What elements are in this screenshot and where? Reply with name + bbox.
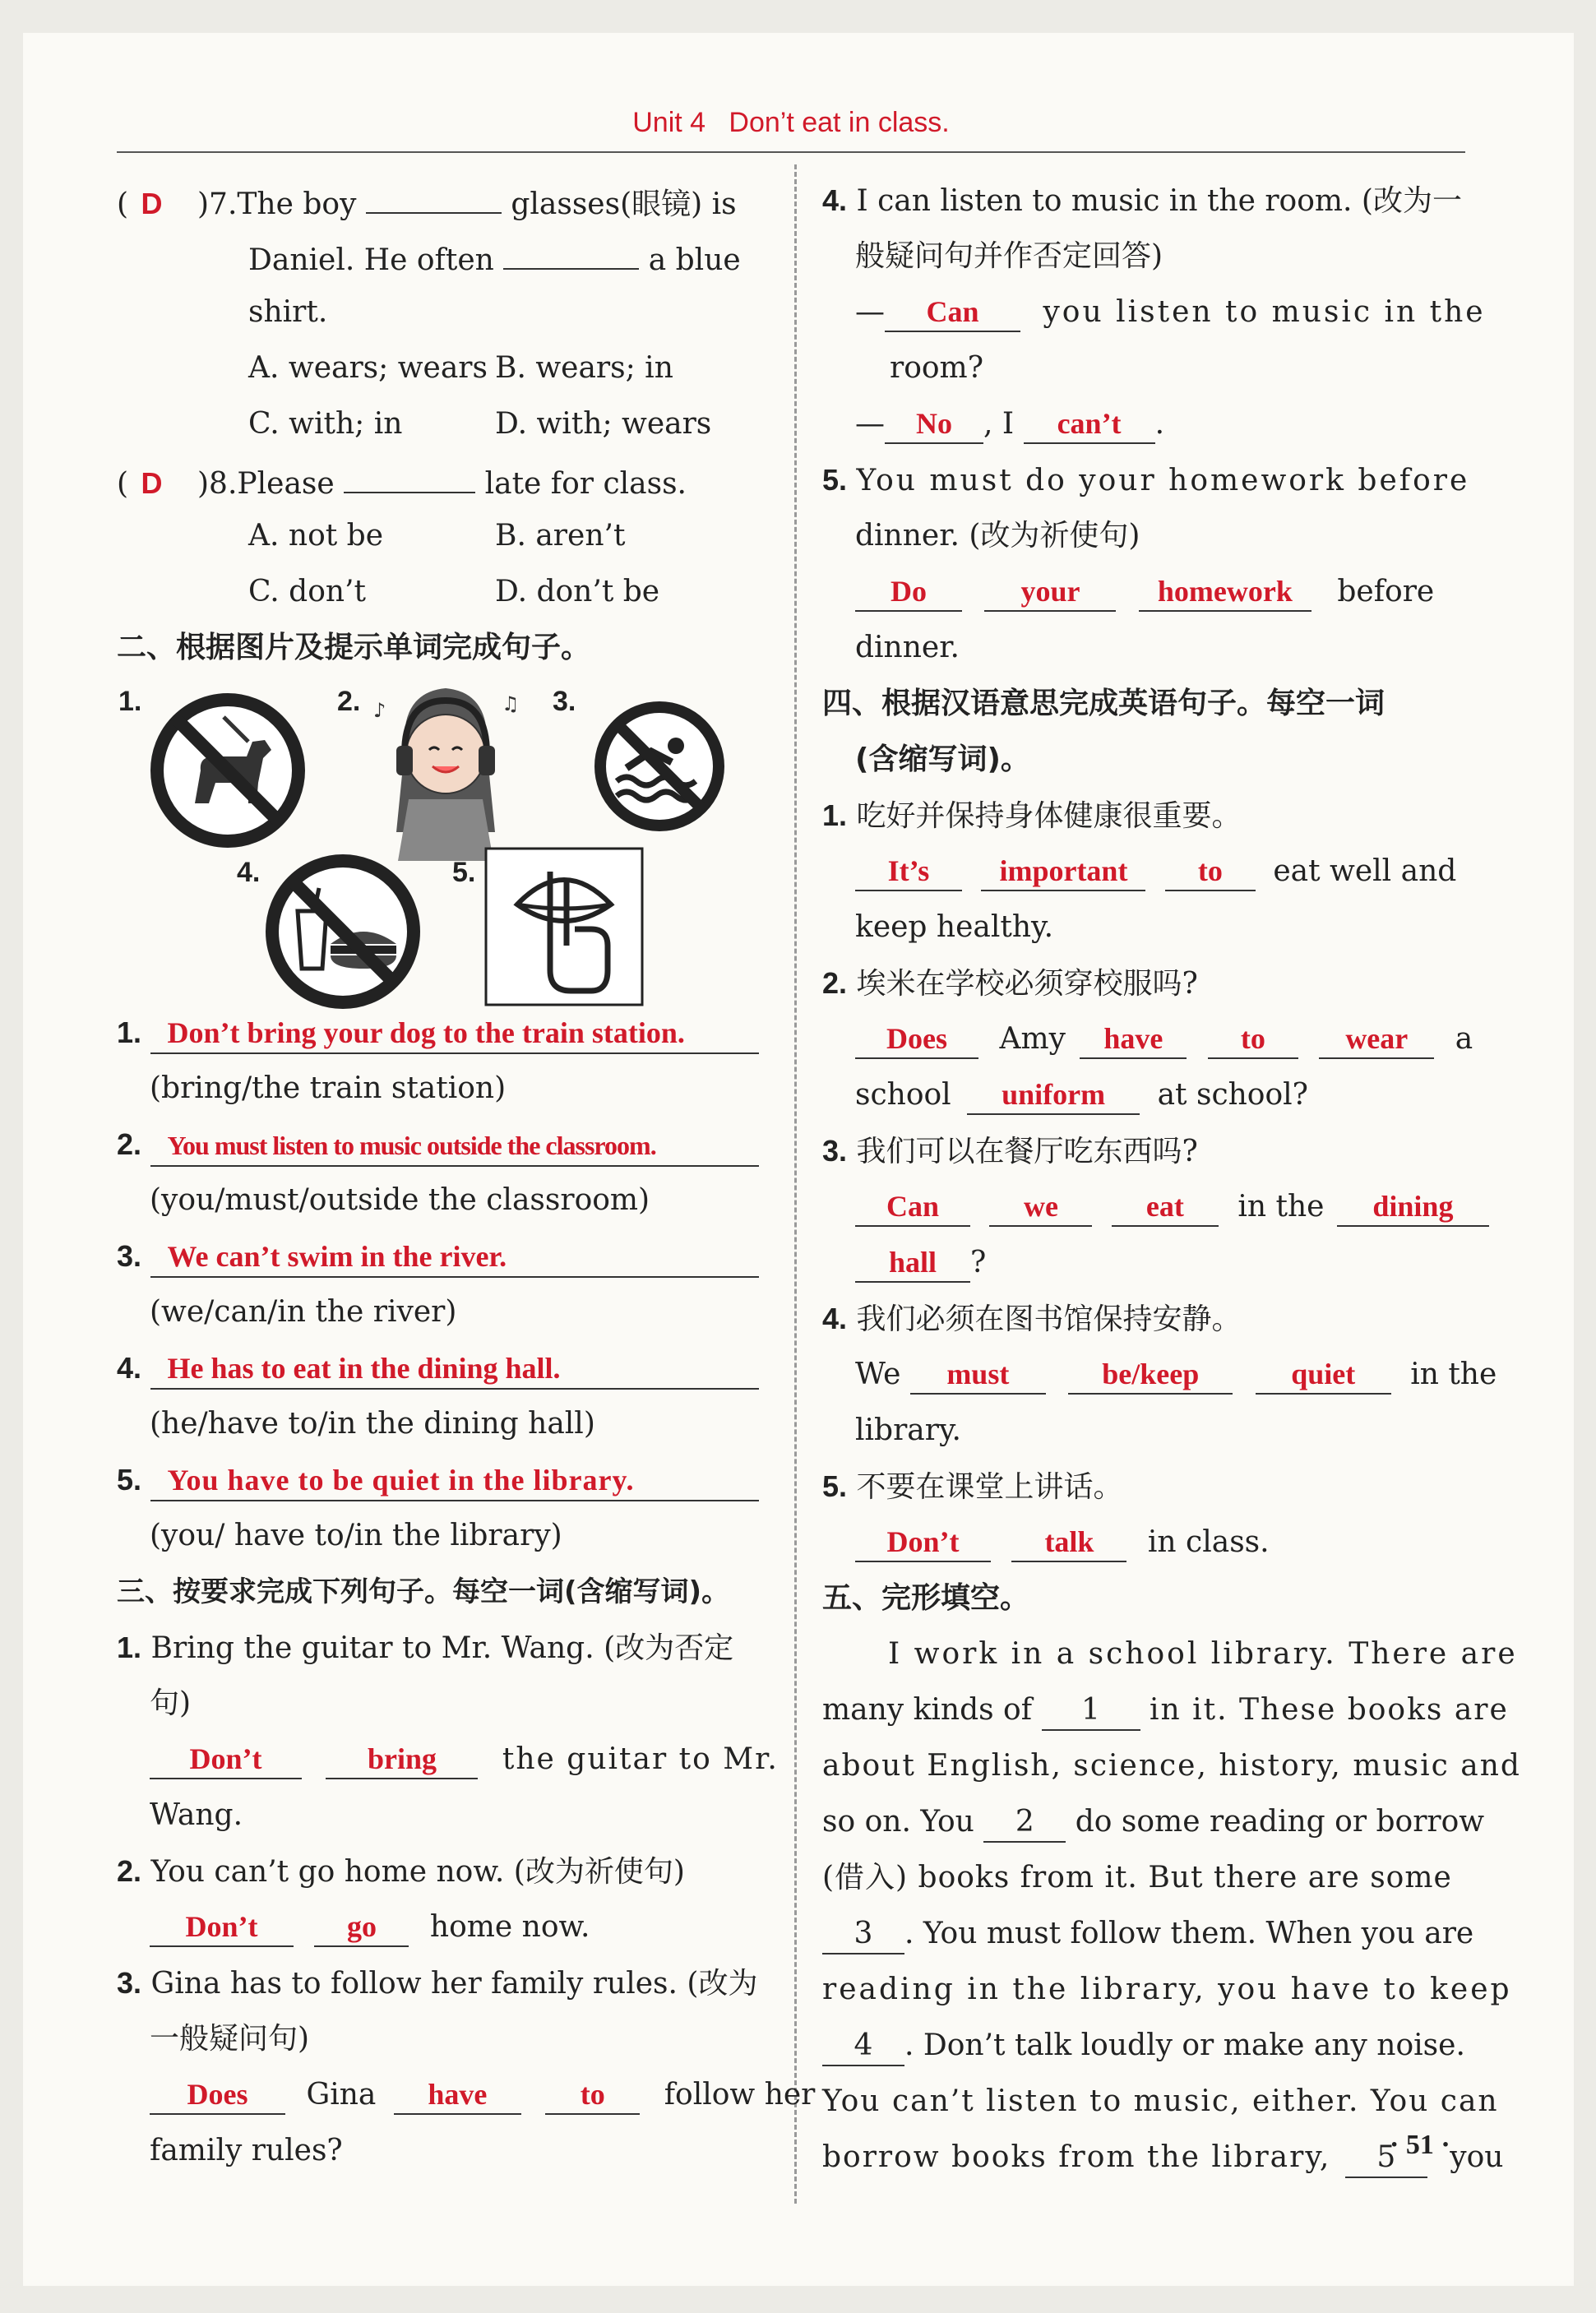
s4-q1-rest2: keep healthy.: [855, 910, 1054, 944]
q7-line3: [117, 284, 766, 340]
q7-text5: shirt.: [248, 295, 328, 329]
s3-q2-blank1: Don’t: [150, 1906, 294, 1947]
s3-q4-comma: , I: [983, 407, 1015, 441]
s4-q3-cn: 我们可以在餐厅吃东西吗?: [856, 1135, 1198, 1168]
q7-text3: Daniel. He often: [248, 243, 494, 277]
cloze-l8: . Don’t talk loudly or make any noise.: [904, 2029, 1465, 2062]
s2-item5-answer: You have to be quiet in the library.: [150, 1459, 759, 1501]
s3-q5-text2: dinner. (改为祈使句): [855, 519, 1140, 553]
s3-q4-dash2: —: [855, 407, 885, 441]
cloze-blank5: 5: [1345, 2137, 1427, 2178]
s3-q4-text2: 般疑问句并作否定回答): [855, 239, 1163, 273]
section2-pictures: [117, 676, 766, 1005]
girl-headphones-icon: [363, 676, 528, 865]
q7-option-d: D. with; wears: [495, 407, 712, 441]
s4-q2-blank4: wear: [1319, 1018, 1434, 1059]
s4-q5-num: 5.: [822, 1469, 848, 1503]
s3-q4-answer-line2: [822, 396, 1465, 452]
pic-label-4: 4.: [237, 857, 261, 888]
s3-q4-period: .: [1154, 407, 1165, 441]
s4-q4-num: 4.: [822, 1302, 848, 1335]
s2-item3-answer: We can’t swim in the river.: [150, 1235, 759, 1278]
s3-q1-text2: 句): [150, 1686, 192, 1720]
s3-q2-blank2: go: [314, 1906, 409, 1947]
cloze-l10a: borrow books from the library,: [822, 2140, 1331, 2174]
s4-q2-blank1: Does: [855, 1018, 978, 1059]
q7-option-b: B. wears; in: [495, 351, 673, 385]
cloze-line5: (借入) books from it. But there are some: [822, 1861, 1452, 1894]
s4-q4-rest2: library.: [855, 1413, 961, 1447]
no-dogs-sign-icon: [150, 692, 306, 849]
cloze-l10b: you: [1450, 2140, 1504, 2174]
s4-q5-cn: 不要在课堂上讲话。: [856, 1470, 1123, 1504]
s4-q1-cn: 吃好并保持身体健康很重要。: [856, 799, 1242, 833]
s3-q4-blank2: No: [885, 403, 983, 444]
svg-text:♫: ♫: [502, 692, 520, 715]
s3-q1-blank2: bring: [326, 1738, 478, 1779]
cloze-line2: [822, 1682, 1509, 1738]
page-number: · 51 ·: [1390, 2130, 1450, 2160]
s4-q4-answer-line: [822, 1347, 1497, 1403]
s4-q2-blank2: have: [1080, 1018, 1187, 1059]
s4-q3-blank1: Can: [855, 1186, 970, 1227]
q7-options-ab: [117, 340, 766, 396]
cloze-l4a: so on. You: [822, 1805, 974, 1839]
s3-q5-blank1: Do: [855, 571, 962, 612]
s4-q4-blank2: be/keep: [1068, 1353, 1233, 1395]
s3-q2-num: 2.: [117, 1854, 142, 1888]
s4-q1-answer-line: [822, 844, 1465, 900]
q7-text2: glasses(眼镜) is: [511, 187, 737, 221]
svg-text:♪: ♪: [373, 699, 386, 722]
cloze-blank3: 3: [822, 1913, 904, 1954]
header-title: Don’t eat in class.: [729, 107, 950, 138]
q8-option-b: B. aren’t: [495, 519, 626, 553]
s3-q4-blank3: can’t: [1024, 403, 1155, 444]
s4-q1-blank3: to: [1165, 850, 1256, 891]
s2-item5-hint: (you/ have to/in the library): [150, 1519, 562, 1552]
s4-q2-mid: Amy: [999, 1022, 1066, 1056]
s3-q3-answer-line: [117, 2067, 816, 2123]
q8-line1: [117, 452, 766, 508]
section3-title: 三、按要求完成下列句子。每空一词(含缩写词)。: [117, 1575, 730, 1608]
cloze-l2b: in it. These books are: [1149, 1693, 1509, 1727]
s3-q3-rest2: family rules?: [150, 2134, 343, 2167]
q7-text4: a blue: [648, 243, 741, 277]
cloze-l6: . You must follow them. When you are: [904, 1917, 1474, 1950]
q8-blank: [344, 452, 475, 493]
running-header: [117, 107, 1465, 139]
s2-item4-hint: (he/have to/in the dining hall): [150, 1407, 595, 1441]
s3-q1-blank1: Don’t: [150, 1738, 302, 1779]
s4-q2-cn: 埃米在学校必须穿校服吗?: [856, 967, 1198, 1001]
q8-text2: late for class.: [484, 467, 687, 501]
pic-label-2: 2.: [337, 686, 361, 717]
s4-q1-line1: [822, 788, 1465, 844]
s2-item3-num: 3.: [117, 1239, 142, 1273]
s3-q3-text: Gina has to follow her family rules. (改为: [150, 1967, 758, 2001]
q7-paren: ( D: [117, 187, 164, 221]
s2-item4-answer: He has to eat in the dining hall.: [150, 1347, 759, 1390]
s4-q2-answer-line1: [822, 1011, 1473, 1067]
q7-blank2: [503, 229, 639, 270]
q8-option-c: C. don’t: [248, 575, 366, 608]
s2-item5-num: 5.: [117, 1463, 142, 1497]
s3-q2-line1: [117, 1843, 766, 1899]
s4-q4-line1: [822, 1291, 1465, 1347]
cloze-line9: You can’t listen to music, either. You can: [822, 2084, 1499, 2118]
pic-label-3: 3.: [553, 686, 576, 717]
s4-q5-blank1: Don’t: [855, 1521, 991, 1562]
s3-q4-blank1: Can: [885, 291, 1020, 332]
s3-q4-rest2: room?: [890, 351, 983, 385]
s3-q4-dash1: —: [855, 295, 885, 329]
section4-title: 四、根据汉语意思完成英语句子。每空一词: [822, 687, 1386, 720]
s2-item4-num: 4.: [117, 1351, 142, 1385]
s2-item4: [117, 1340, 766, 1396]
cloze-l4b: do some reading or borrow: [1075, 1805, 1485, 1839]
s2-item2-num: 2.: [117, 1127, 142, 1161]
s4-q3-blank2: we: [989, 1186, 1092, 1227]
section5-title: 五、完形填空。: [822, 1581, 1030, 1615]
pic-label-5: 5.: [452, 857, 476, 888]
s4-q4-cn: 我们必须在图书馆保持安静。: [856, 1302, 1242, 1336]
s3-q1-text: Bring the guitar to Mr. Wang. (改为否定: [150, 1631, 734, 1665]
cloze-line3: about English, science, history, music and: [822, 1749, 1521, 1783]
s4-q5-answer-line: [822, 1515, 1465, 1571]
section2-title: 二、根据图片及提示单词完成句子。: [117, 631, 591, 664]
s3-q5-rest: before: [1337, 575, 1435, 608]
cloze-line10: [822, 2130, 1504, 2186]
cloze-l2a: many kinds of: [822, 1693, 1033, 1727]
s3-q5-blank2: your: [984, 571, 1116, 612]
s4-q3-answer-line1: [822, 1179, 1465, 1235]
s4-q1-blank2: important: [981, 850, 1145, 891]
no-swimming-sign-icon: [594, 701, 725, 832]
s3-q4-answer-line1: [822, 284, 1486, 340]
quiet-please-icon: [484, 847, 644, 1006]
s3-q2-answer-line: [117, 1899, 766, 1955]
cloze-blank4: 4: [822, 2025, 904, 2066]
s2-item3: [117, 1228, 766, 1284]
s3-q5-line1: [822, 452, 1470, 508]
s4-q2-rest2: at school?: [1157, 1078, 1308, 1112]
s3-q3-num: 3.: [117, 1966, 142, 2000]
cloze-line7: reading in the library, you have to keep: [822, 1973, 1512, 2006]
s4-q2-rest: a: [1455, 1022, 1473, 1056]
s4-q5-blank2: talk: [1011, 1521, 1126, 1562]
s3-q4-rest: you listen to music in the: [1043, 295, 1486, 329]
s2-item1-answer: Don’t bring your dog to the train station.: [150, 1011, 759, 1054]
q7-number: )7.: [197, 187, 238, 221]
s3-q3-blank3: to: [545, 2074, 640, 2115]
s4-q2-blank3: to: [1208, 1018, 1298, 1059]
s3-q5-answer-line: [822, 564, 1465, 620]
s2-item2-hint: (you/must/outside the classroom): [150, 1183, 650, 1217]
s4-q3-blank4: dining: [1337, 1186, 1489, 1227]
q8-text1: Please: [237, 467, 335, 501]
q8-option-a: A. not be: [248, 519, 384, 553]
q7-option-a: A. wears; wears: [248, 351, 488, 385]
s4-q2-num: 2.: [822, 966, 848, 1000]
cloze-blank1: 1: [1042, 1690, 1140, 1731]
s4-q2-blank5: uniform: [967, 1074, 1140, 1115]
s3-q1-answer-line: [117, 1732, 779, 1788]
q7-line1: [117, 173, 766, 229]
s4-q4-pre: We: [855, 1358, 901, 1391]
q7-options-cd: [117, 396, 766, 452]
s4-q5-line1: [822, 1459, 1465, 1515]
s3-q2-text: You can’t go home now. (改为祈使句): [150, 1855, 685, 1889]
q8-number: )8.: [197, 467, 238, 501]
q8-answer: D: [141, 466, 164, 500]
s4-q3-mid: in the: [1237, 1190, 1325, 1224]
s4-q3-line1: [822, 1123, 1465, 1179]
s3-q4-num: 4.: [822, 183, 848, 217]
s4-q4-blank3: quiet: [1256, 1353, 1391, 1395]
s3-q3-mid: Gina: [306, 2078, 377, 2112]
s3-q3-blank1: Does: [150, 2074, 285, 2115]
s2-item1-num: 1.: [117, 1015, 142, 1049]
s2-item1-hint: (bring/the train station): [150, 1071, 507, 1105]
s2-item2-answer: You must listen to music outside the classroom.: [150, 1124, 759, 1167]
s4-q3-num: 3.: [822, 1134, 848, 1168]
s4-q3-rest2: ?: [970, 1246, 987, 1279]
s2-item5: [117, 1452, 766, 1508]
q8-paren: ( D: [117, 466, 164, 501]
s3-q5-text: You must do your homework before: [856, 464, 1470, 497]
q7-text1: The boy: [237, 187, 357, 221]
s3-q1-rest2: Wang.: [150, 1798, 243, 1832]
s3-q3-line1: [117, 1955, 766, 2011]
s4-q4-rest: in the: [1410, 1358, 1497, 1391]
s4-q3-blank5: hall: [855, 1242, 970, 1283]
s3-q5-num: 5.: [822, 463, 848, 497]
s4-q1-blank1: It’s: [855, 850, 962, 891]
s3-q5-rest2: dinner.: [855, 631, 960, 664]
s2-item2: [117, 1117, 766, 1173]
s4-q1-rest: eat well and: [1273, 854, 1457, 888]
q8-option-d: D. don’t be: [495, 575, 660, 608]
q7-answer: D: [141, 187, 164, 220]
s4-q2-pre2: school: [855, 1078, 951, 1112]
s4-q4-blank1: must: [910, 1353, 1046, 1395]
s2-item3-hint: (we/can/in the river): [150, 1295, 457, 1329]
s2-item1: [117, 1005, 766, 1061]
s4-q2-line1: [822, 955, 1465, 1011]
cloze-line6: [822, 1906, 1474, 1962]
s3-q4-line1: [822, 173, 1465, 229]
no-food-sign-icon: [265, 853, 421, 1010]
header-unit: Unit 4: [632, 107, 706, 138]
s3-q4-text: I can listen to music in the room. (改为一: [856, 184, 1462, 218]
section4-title2: (含缩写词)。: [855, 742, 1030, 776]
s4-q3-blank3: eat: [1112, 1186, 1219, 1227]
right-column: [822, 173, 1521, 2186]
column-divider: [794, 164, 797, 2204]
s4-q5-rest: in class.: [1147, 1525, 1270, 1559]
s3-q2-rest: home now.: [429, 1910, 590, 1944]
cloze-line1: I work in a school library. There are: [888, 1637, 1518, 1671]
cloze-line8: [822, 2018, 1465, 2074]
s4-q1-num: 1.: [822, 798, 848, 832]
s3-q1-num: 1.: [117, 1631, 142, 1664]
s3-q3-rest: follow her: [664, 2078, 816, 2112]
s4-q3-answer-line2: [822, 1235, 1465, 1291]
q8-options-cd: [117, 564, 766, 620]
q8-options-ab: [117, 508, 766, 564]
s3-q5-blank3: homework: [1139, 571, 1311, 612]
s4-q2-answer-line2: [822, 1067, 1465, 1123]
q7-line2: [117, 229, 766, 284]
s3-q1-line1: [117, 1620, 766, 1676]
q7-blank1: [366, 173, 502, 214]
cloze-blank2: 2: [983, 1802, 1066, 1843]
left-column: [117, 173, 816, 2179]
s3-q1-rest: the guitar to Mr.: [502, 1742, 779, 1776]
s3-q3-blank2: have: [394, 2074, 521, 2115]
cloze-line4: [822, 1794, 1485, 1850]
pic-label-1: 1.: [118, 686, 142, 717]
q7-option-c: C. with; in: [248, 407, 403, 441]
header-rule: [117, 151, 1465, 153]
s3-q3-text2: 一般疑问句): [150, 2022, 310, 2056]
